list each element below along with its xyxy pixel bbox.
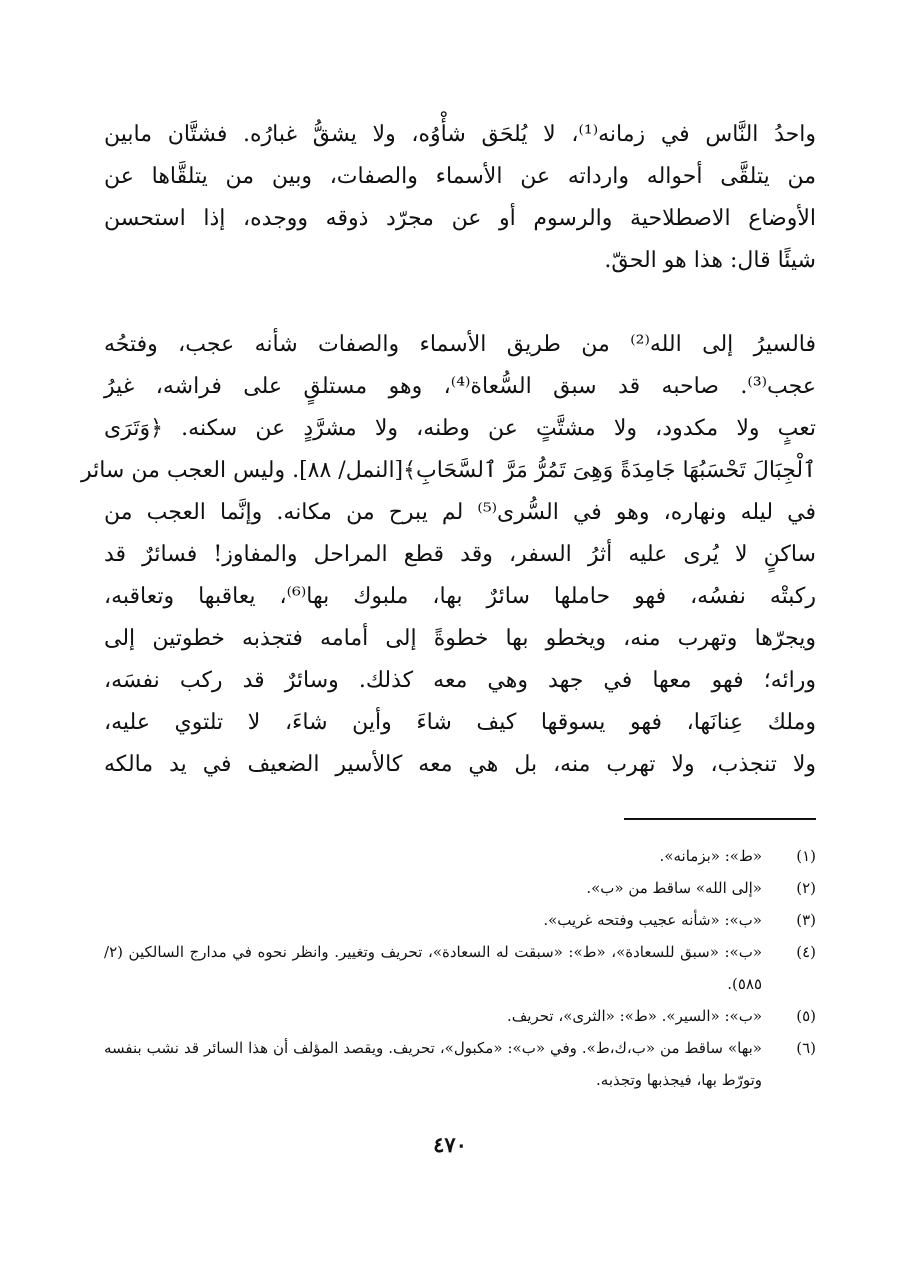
- body-paragraph-2: [80, 324, 817, 786]
- text-line: شيئًا قال: هذا هو الحقّ.: [604, 248, 816, 273]
- footnote-text: «إلى الله» ساقط من «ب».: [586, 879, 762, 897]
- text-line: ركبتْه نفسُه، فهو حاملها سائرٌ بها، ملبوك بها⁽⁶⁾، يعاقبها وتعاقبه،: [104, 584, 817, 609]
- text-line: الأوضاع الاصطلاحية والرسوم أو عن مجرّد ذوقه ووجده، إذا استحسن: [104, 206, 817, 231]
- footnote-text: «ب»: «سبق للسعادة»، «ط»: «سبقت له السعادة»، تحريف وتغيير. وانظر نحوه في مدارج السالكين (٢/ ٥٨٥).: [104, 943, 762, 993]
- text-line: ساكنٍ لا يُرى عليه أثرُ السفر، وقد قطع المراحل والمفاوز! فسائرٌ قد: [104, 542, 816, 567]
- footnote-number: (٦): [796, 1039, 816, 1057]
- text-line: ولا تنجذب، ولا تهرب منه، بل هي معه كالأسير الضعيف في يد مالكه: [104, 752, 816, 777]
- footnote-text: «بها» ساقط من «ب،ك،ط». وفي «ب»: «مكبول»، تحريف. ويقصد المؤلف أن هذا السائر قد نشب بنفسه وتورّط بها، فيجذبها وتجذبه.: [104, 1039, 762, 1089]
- text-line: تعبٍ ولا مكدود، ولا مشتَّتٍ عن وطنه، ولا مشرَّدٍ عن سكنه. ﴿وَتَرَى: [104, 416, 816, 441]
- footnote-item: [104, 1032, 816, 1096]
- footnote-number: (١): [796, 847, 816, 865]
- footnote-number: (٢): [796, 879, 816, 897]
- text-line: ٱلْجِبَالَ تَحْسَبُهَا جَامِدَةً وَهِىَ تَمُرُّ مَرَّ ٱلسَّحَابِ﴾[النمل/ ٨٨]. وليس العجب من سائر: [80, 458, 816, 483]
- text-line: ورائه؛ فهو معها في جهد وهي معه كذلك. وسائرٌ قد ركب نفسَه،: [104, 668, 816, 693]
- footnote-number: (٣): [796, 911, 816, 929]
- footnotes: [104, 840, 816, 1096]
- text-line: عجب⁽³⁾. صاحبه قد سبق السُّعاة⁽⁴⁾، وهو مستلقٍ على فراشه، غيرُ: [104, 374, 816, 399]
- footnote-item: [104, 1000, 816, 1032]
- footnote-number: (٤): [796, 943, 816, 961]
- text-line: ويجرّها وتهرب منه، ويخطو بها خطوةً إلى أمامه فتجذبه خطوتين إلى: [104, 626, 816, 651]
- footnote-text: «ب»: «السير». «ط»: «الثرى»، تحريف.: [506, 1007, 762, 1025]
- footnote-item: [104, 936, 816, 1000]
- text-line: فالسيرُ إلى الله⁽²⁾ من طريق الأسماء والصفات شأنه عجب، وفتحُه: [104, 332, 817, 357]
- text-line: واحدُ النَّاس في زمانه⁽¹⁾، لا يُلحَق شأْوُه، ولا يشقُّ غبارُه. فشتَّان مابين: [104, 122, 816, 147]
- page-number: ٤٧٠: [433, 1132, 467, 1157]
- text-line: من يتلقَّى أحواله وارداته عن الأسماء والصفات، وبين من يتلقَّاها عن: [104, 164, 816, 189]
- body-paragraph-1: [104, 114, 816, 282]
- footnote-separator: [624, 818, 816, 820]
- footnote-item: [104, 904, 816, 936]
- footnote-item: [104, 872, 816, 904]
- footnote-item: [104, 840, 816, 872]
- text-line: وملك عِنانَها، فهو يسوقها كيف شاءَ وأين شاءَ، لا تلتوي عليه،: [104, 710, 816, 735]
- footnote-text: «ب»: «شأنه عجيب وفتحه غريب».: [543, 911, 762, 929]
- footnote-text: «ط»: «بزمانه».: [659, 847, 762, 865]
- footnote-number: (٥): [796, 1007, 816, 1025]
- text-line: في ليله ونهاره، وهو في السُّرى⁽⁵⁾ لم يبرح من مكانه. وإنَّما العجب من: [104, 500, 816, 525]
